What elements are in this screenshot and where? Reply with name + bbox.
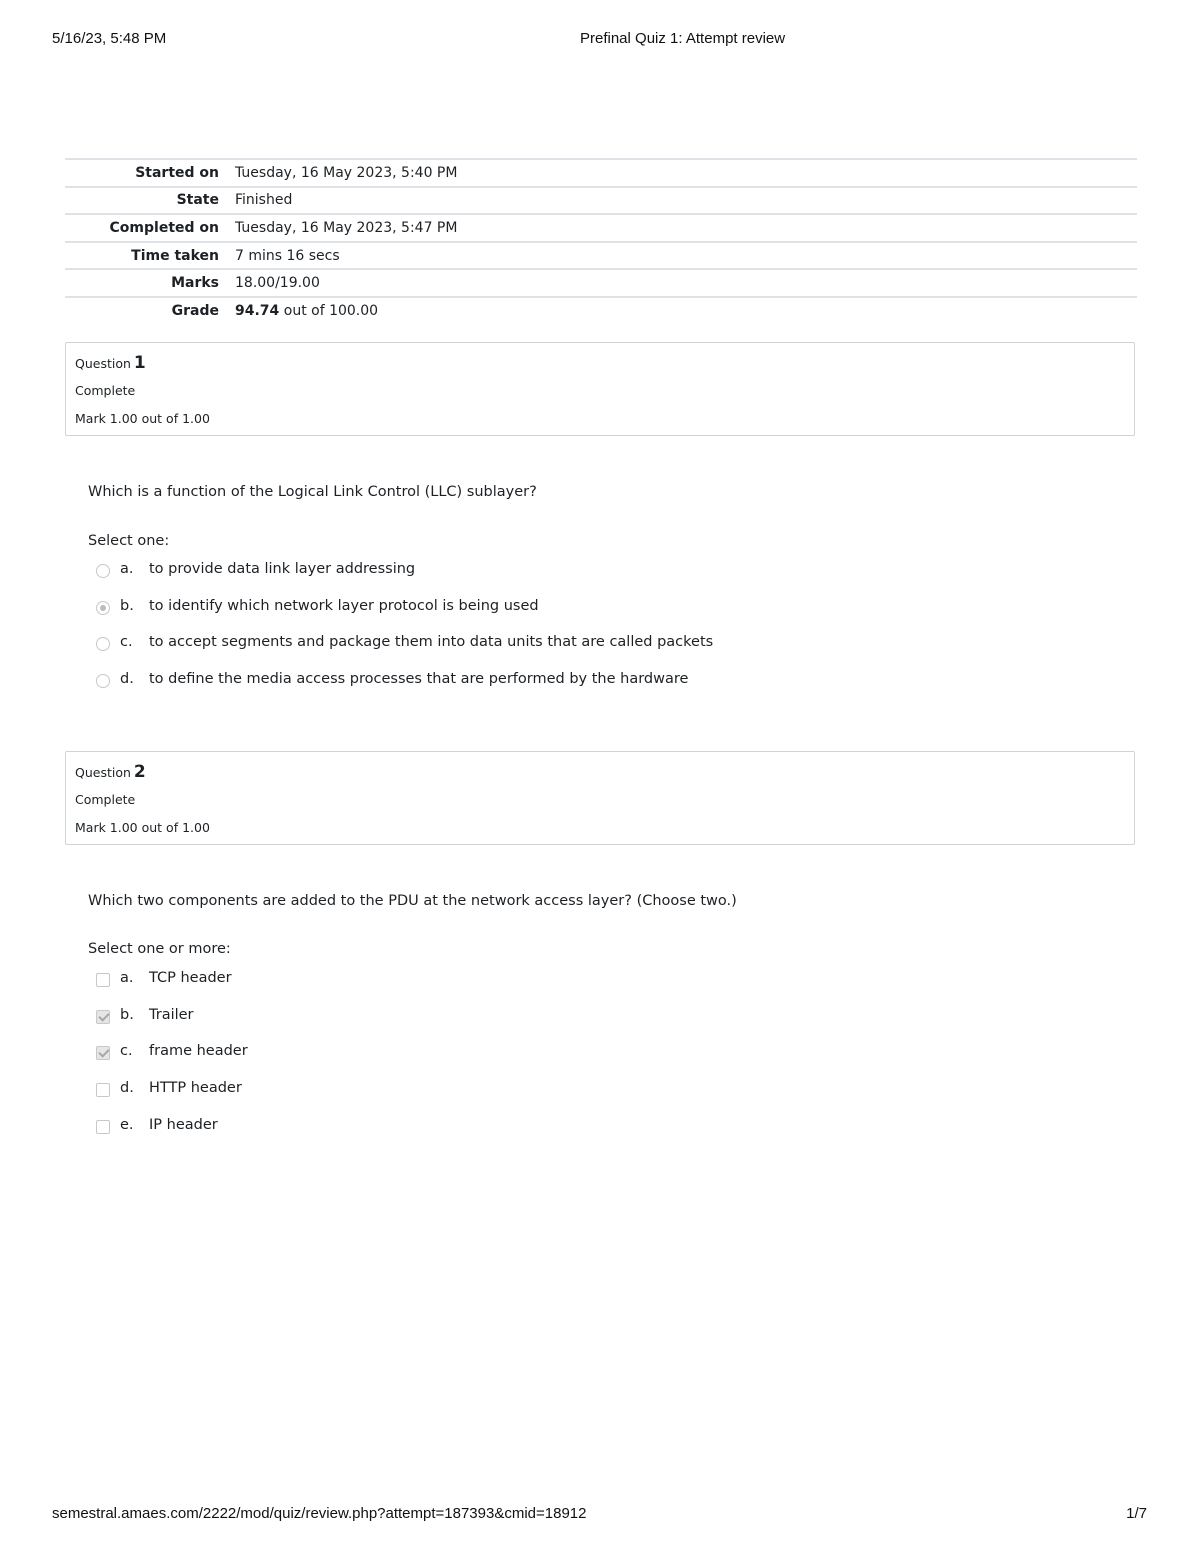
- summary-row: [65, 269, 1137, 297]
- q1-option-d[interactable]: [96, 671, 996, 693]
- question-2-info: [65, 751, 1135, 845]
- option-text: to define the media access processes that are performed by the hardware: [149, 671, 689, 687]
- question-number-value: 2: [133, 762, 146, 782]
- option-letter: d.: [120, 1080, 134, 1096]
- question-1-text: Which is a function of the Logical Link Control (LLC) sublayer?: [88, 484, 537, 500]
- option-letter: a.: [120, 561, 134, 577]
- grade-out-of: out of 100.00: [283, 303, 379, 320]
- attempt-summary-table: [65, 158, 1137, 325]
- summary-value: 7 mins 16 secs: [235, 247, 340, 264]
- question-number: [75, 762, 146, 782]
- q2-option-a[interactable]: [96, 970, 996, 992]
- option-text: to identify which network layer protocol is being used: [149, 598, 539, 614]
- question-mark: Mark 1.00 out of 1.00: [75, 820, 210, 835]
- summary-value: Tuesday, 16 May 2023, 5:40 PM: [235, 164, 458, 181]
- radio-button[interactable]: [96, 637, 110, 651]
- option-letter: c.: [120, 1043, 133, 1059]
- print-page-number: 1/7: [1126, 1505, 1147, 1522]
- summary-value: 18.00/19.00: [235, 275, 320, 292]
- print-url: semestral.amaes.com/2222/mod/quiz/review.php?attempt=187393&cmid=18912: [52, 1505, 587, 1522]
- q1-option-c[interactable]: [96, 634, 996, 656]
- checkbox-checked[interactable]: [96, 1010, 110, 1024]
- option-text: TCP header: [149, 970, 232, 986]
- summary-row: [65, 214, 1137, 242]
- checkbox[interactable]: [96, 1083, 110, 1097]
- option-text: IP header: [149, 1117, 218, 1133]
- summary-label: Grade: [171, 303, 219, 320]
- radio-button[interactable]: [96, 674, 110, 688]
- summary-grade-value: [235, 297, 1137, 325]
- radio-button-selected[interactable]: [96, 601, 110, 615]
- print-page-title: Prefinal Quiz 1: Attempt review: [580, 30, 786, 47]
- summary-value: Tuesday, 16 May 2023, 5:47 PM: [235, 219, 458, 236]
- question-number-value: 1: [133, 353, 146, 373]
- summary-label: Completed on: [109, 219, 219, 236]
- summary-label: Marks: [171, 275, 219, 292]
- q2-option-c[interactable]: [96, 1043, 996, 1065]
- print-datetime: 5/16/23, 5:48 PM: [52, 30, 167, 47]
- option-letter: c.: [120, 634, 133, 650]
- q1-option-a[interactable]: [96, 561, 996, 583]
- question-label: Question: [75, 765, 131, 780]
- checkbox-checked[interactable]: [96, 1046, 110, 1060]
- summary-row: [65, 297, 1137, 325]
- summary-label: Started on: [135, 164, 219, 181]
- question-1-info: [65, 342, 1135, 436]
- radio-button[interactable]: [96, 564, 110, 578]
- question-mark: Mark 1.00 out of 1.00: [75, 411, 210, 426]
- summary-row: [65, 187, 1137, 215]
- summary-value: Finished: [235, 192, 293, 209]
- print-header: [0, 30, 1200, 50]
- option-text: frame header: [149, 1043, 248, 1059]
- checkbox[interactable]: [96, 1120, 110, 1134]
- question-2-text: Which two components are added to the PDU at the network access layer? (Choose two.): [88, 893, 737, 909]
- question-2-prompt: Select one or more:: [88, 941, 231, 957]
- option-letter: d.: [120, 671, 134, 687]
- option-text: HTTP header: [149, 1080, 242, 1096]
- q1-option-b[interactable]: [96, 598, 996, 620]
- question-state: Complete: [75, 383, 136, 398]
- option-letter: b.: [120, 1007, 134, 1023]
- summary-row: [65, 159, 1137, 187]
- option-text: to provide data link layer addressing: [149, 561, 416, 577]
- q2-option-e[interactable]: [96, 1117, 996, 1139]
- question-state: Complete: [75, 792, 136, 807]
- option-text: to accept segments and package them into data units that are called packets: [149, 634, 714, 650]
- option-text: Trailer: [149, 1007, 194, 1023]
- option-letter: a.: [120, 970, 134, 986]
- question-number: [75, 353, 146, 373]
- checkbox[interactable]: [96, 973, 110, 987]
- q2-option-d[interactable]: [96, 1080, 996, 1102]
- option-letter: b.: [120, 598, 134, 614]
- question-label: Question: [75, 356, 131, 371]
- option-letter: e.: [120, 1117, 134, 1133]
- summary-label: Time taken: [131, 247, 219, 264]
- q2-option-b[interactable]: [96, 1007, 996, 1029]
- print-footer: [0, 1505, 1200, 1525]
- summary-label: State: [176, 192, 219, 209]
- summary-row: [65, 242, 1137, 270]
- question-1-prompt: Select one:: [88, 533, 170, 549]
- grade-score: 94.74: [235, 303, 280, 320]
